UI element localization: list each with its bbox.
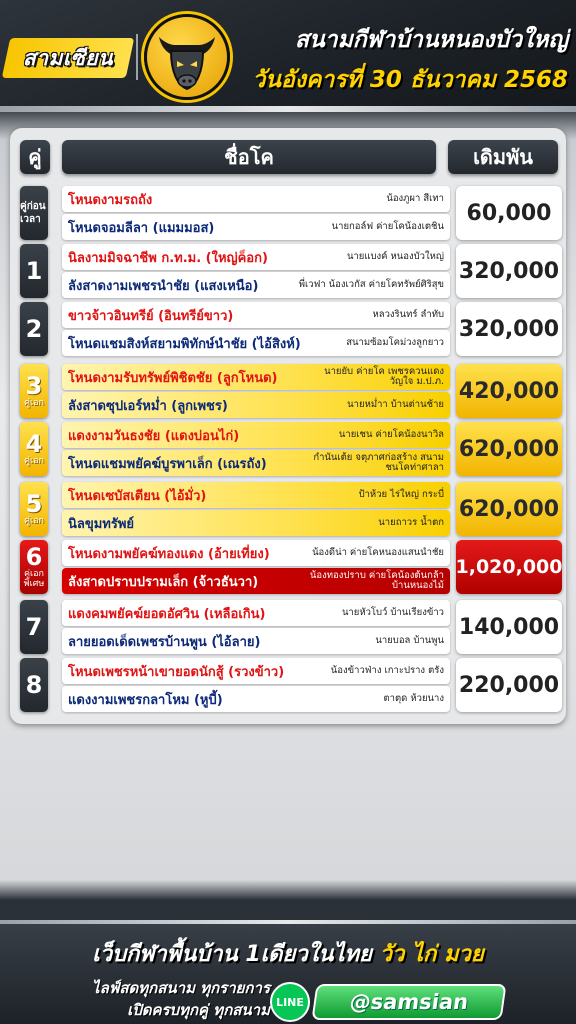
line-id-button[interactable]: @samsian — [311, 984, 506, 1020]
bull-bottom — [62, 568, 450, 594]
footer — [0, 920, 576, 1024]
bet-amount: 620,000 — [456, 422, 562, 476]
bull-owner: นายเชน ค่ายโคน้องนาวิล — [338, 429, 444, 440]
bull-name: โหนดเพชรหน้าเขายอดนักสู้ (รวงข้าว) — [68, 664, 285, 680]
bull-top — [62, 186, 450, 212]
bull-owner: สนามซ้อมโคม่วงลูกยาว — [346, 337, 444, 348]
pair-label: คู่ก่อนเวลา — [20, 201, 46, 225]
bet-amount: 220,000 — [456, 658, 562, 712]
brand-text: สามเซียน — [22, 45, 114, 70]
table-row — [18, 364, 558, 418]
bull-name: นิลงามมิจฉาชีพ ก.ท.ม. (ใหญ่ค็อก) — [68, 250, 268, 266]
bull-owner: นายยับ ค่ายโค เพชรควนแดงวัญใจ ม.ป.ภ. — [324, 366, 444, 387]
bet-amount: 1,020,000 — [456, 540, 562, 594]
pair-label: 1 — [25, 257, 43, 285]
bull-name: ลังสาดซุปเอร์หม่ำ (ลูกเพชร) — [68, 398, 228, 414]
bull-owner: กำนันเต้ย จตุภาศก่อสร้าง สนามชนโคท่าศาลา — [313, 452, 444, 473]
pair-tier: คู่เอกพิเศษ — [23, 569, 45, 589]
table-row — [18, 482, 558, 536]
col-header-name: ชื่อโค — [62, 140, 436, 174]
bull-name: ลังสาดงามเพชรนำชัย (แสงเหนือ) — [68, 278, 259, 294]
bull-bottom — [62, 272, 450, 298]
bull-bottom — [62, 214, 450, 240]
tagline-main: เว็บกีฬาพื้นบ้าน 1เดียวในไทย — [92, 942, 372, 967]
table-row — [18, 302, 558, 356]
pair-label: 3 — [25, 372, 43, 400]
bull-owner: นายหม่ำา บ้านต่านช้าย — [347, 399, 444, 410]
pair-number — [20, 540, 48, 594]
bull-bottom — [62, 686, 450, 712]
bull-owner: น้องทองปราบ ค่ายโคน้องต้นกล้าบ้านหนองไม้ — [309, 570, 444, 591]
bull-owner: น้องดีน่า ค่ายโคหนองแสนนำชัย — [312, 547, 444, 558]
bull-owner: นายบอล บ้านพูน — [375, 635, 444, 646]
pair-tier: คู่เอก — [24, 516, 44, 526]
table-row — [18, 600, 558, 654]
bull-bottom — [62, 392, 450, 418]
bull-top — [62, 658, 450, 684]
bull-bottom — [62, 450, 450, 476]
bull-owner: นายแบงค์ หนองบัวใหญ่ — [346, 251, 444, 262]
pair-number — [20, 186, 48, 240]
bull-logo-icon — [144, 14, 230, 100]
bull-bottom — [62, 510, 450, 536]
pair-tier: คู่เอก — [24, 456, 44, 466]
bull-owner: นายถาวร น้ำตก — [378, 517, 444, 528]
bull-top — [62, 482, 450, 508]
footer-line-1: ไลฟ์สดทุกสนาม ทุกรายการ — [92, 979, 270, 997]
header — [0, 0, 576, 112]
line-app-icon[interactable] — [270, 982, 310, 1022]
bet-amount: 320,000 — [456, 244, 562, 298]
bull-name: ลังสาดปราบปรามเล็ก (จ้าวธันวา) — [68, 574, 259, 590]
bull-name: โหนดงามพยัคฆ์ทองแดง (อ้ายเที่ยง) — [68, 546, 270, 562]
bull-owner: น้องภูผา สีเทา — [386, 193, 444, 204]
bull-name: นิลขุมทรัพย์ — [68, 516, 135, 532]
col-header-bet: เดิมพัน — [448, 140, 558, 174]
event-date: วันอังคารที่ 30 ธันวาคม 2568 — [252, 67, 568, 93]
bull-top — [62, 540, 450, 566]
bull-owner: ตาตุด ห้วยนาง — [383, 693, 444, 704]
bull-bottom — [62, 628, 450, 654]
venue-title: สนามกีฬาบ้านหนองบัวใหญ่ — [294, 27, 568, 53]
brand-divider — [136, 34, 138, 80]
footer-line-2: เปิดครบทุกคู่ ทุกสนาม — [127, 1001, 270, 1019]
pair-number — [20, 422, 48, 476]
bull-bottom — [62, 330, 450, 356]
tagline — [0, 936, 576, 971]
brand-logo — [2, 38, 135, 78]
table-row — [18, 422, 558, 476]
line-icon-label: LINE — [276, 995, 304, 1009]
bull-name: โหนดแชมสิงห์สยามพิทักษ์นำชัย (ไอ้สิงห์) — [68, 336, 301, 352]
table-row — [18, 540, 563, 594]
bull-name: โหนดเซบัสเตียน (ไอ้มั่ว) — [68, 488, 207, 504]
bull-name: โหนดจอมลีลา (แมมมอส) — [68, 220, 215, 236]
bull-name: แดงคมพยัคฆ์ยอดอัศวิน (เหลือเกิน) — [68, 606, 266, 622]
tagline-highlight: วัว ไก่ มวย — [379, 942, 484, 967]
bull-name: แดงงามเพชรกลาโหม (หูบี้) — [68, 692, 223, 708]
pair-number — [20, 244, 48, 298]
pair-number — [20, 600, 48, 654]
pair-label: 7 — [25, 613, 43, 641]
bet-amount: 60,000 — [456, 186, 562, 240]
pair-label: 6 — [25, 543, 43, 571]
bull-owner: น้องข้าวฟ่าง เกาะปราง ตรัง — [330, 665, 444, 676]
bull-top — [62, 600, 450, 626]
bull-top — [62, 422, 450, 448]
bull-owner: พี่เวฟา น้องเวกัส ค่ายโคทรัพย์ศิริสุข — [298, 279, 444, 290]
bet-amount: 620,000 — [456, 482, 562, 536]
bull-owner: นายกอล์ฟ ค่ายโคน้องเตชิน — [331, 221, 444, 232]
bet-amount: 320,000 — [456, 302, 562, 356]
bet-amount: 420,000 — [456, 364, 562, 418]
pair-tier: คู่เอก — [24, 398, 44, 408]
bull-top — [62, 244, 450, 270]
pair-number — [20, 302, 48, 356]
bull-name: ขาวจ้าวอินทรีย์ (อินทรีย์ขาว) — [68, 308, 234, 324]
pair-label: 5 — [25, 490, 43, 518]
pair-number — [20, 658, 48, 712]
pair-number — [20, 364, 48, 418]
bull-owner: ป้าห้วย ไร่ใหญ่ กระบี่ — [358, 489, 444, 500]
bull-top — [62, 302, 450, 328]
bull-name: ลายยอดเด็ดเพชรบ้านพูน (ไอ้ลาย) — [68, 634, 261, 650]
bet-amount: 140,000 — [456, 600, 562, 654]
pair-number — [20, 482, 48, 536]
match-table — [10, 128, 566, 724]
bull-top — [62, 364, 450, 390]
bull-name: โหนดแชมพยัคฆ์บูรพาเล็ก (เณรถัง) — [68, 456, 267, 472]
bull-name: แดงงามวันธงชัย (แดงบ่อนไก่) — [68, 428, 240, 444]
table-row — [18, 658, 558, 712]
bull-name: โหนดงามรถถัง — [68, 192, 153, 208]
bull-owner: หลวงรินทร์ ลำทับ — [372, 309, 444, 320]
table-row — [18, 186, 558, 240]
bull-owner: นายหัวโบว์ บ้านเรียงข้าว — [341, 607, 444, 618]
col-header-pair: คู่ — [20, 140, 50, 174]
pair-label: 8 — [25, 671, 43, 699]
pair-label: 4 — [25, 430, 43, 458]
pair-label: 2 — [25, 315, 43, 343]
table-row — [18, 244, 558, 298]
bull-name: โหนดงามรับทรัพย์พิชิตชัย (ลูกโหนด) — [68, 370, 278, 386]
